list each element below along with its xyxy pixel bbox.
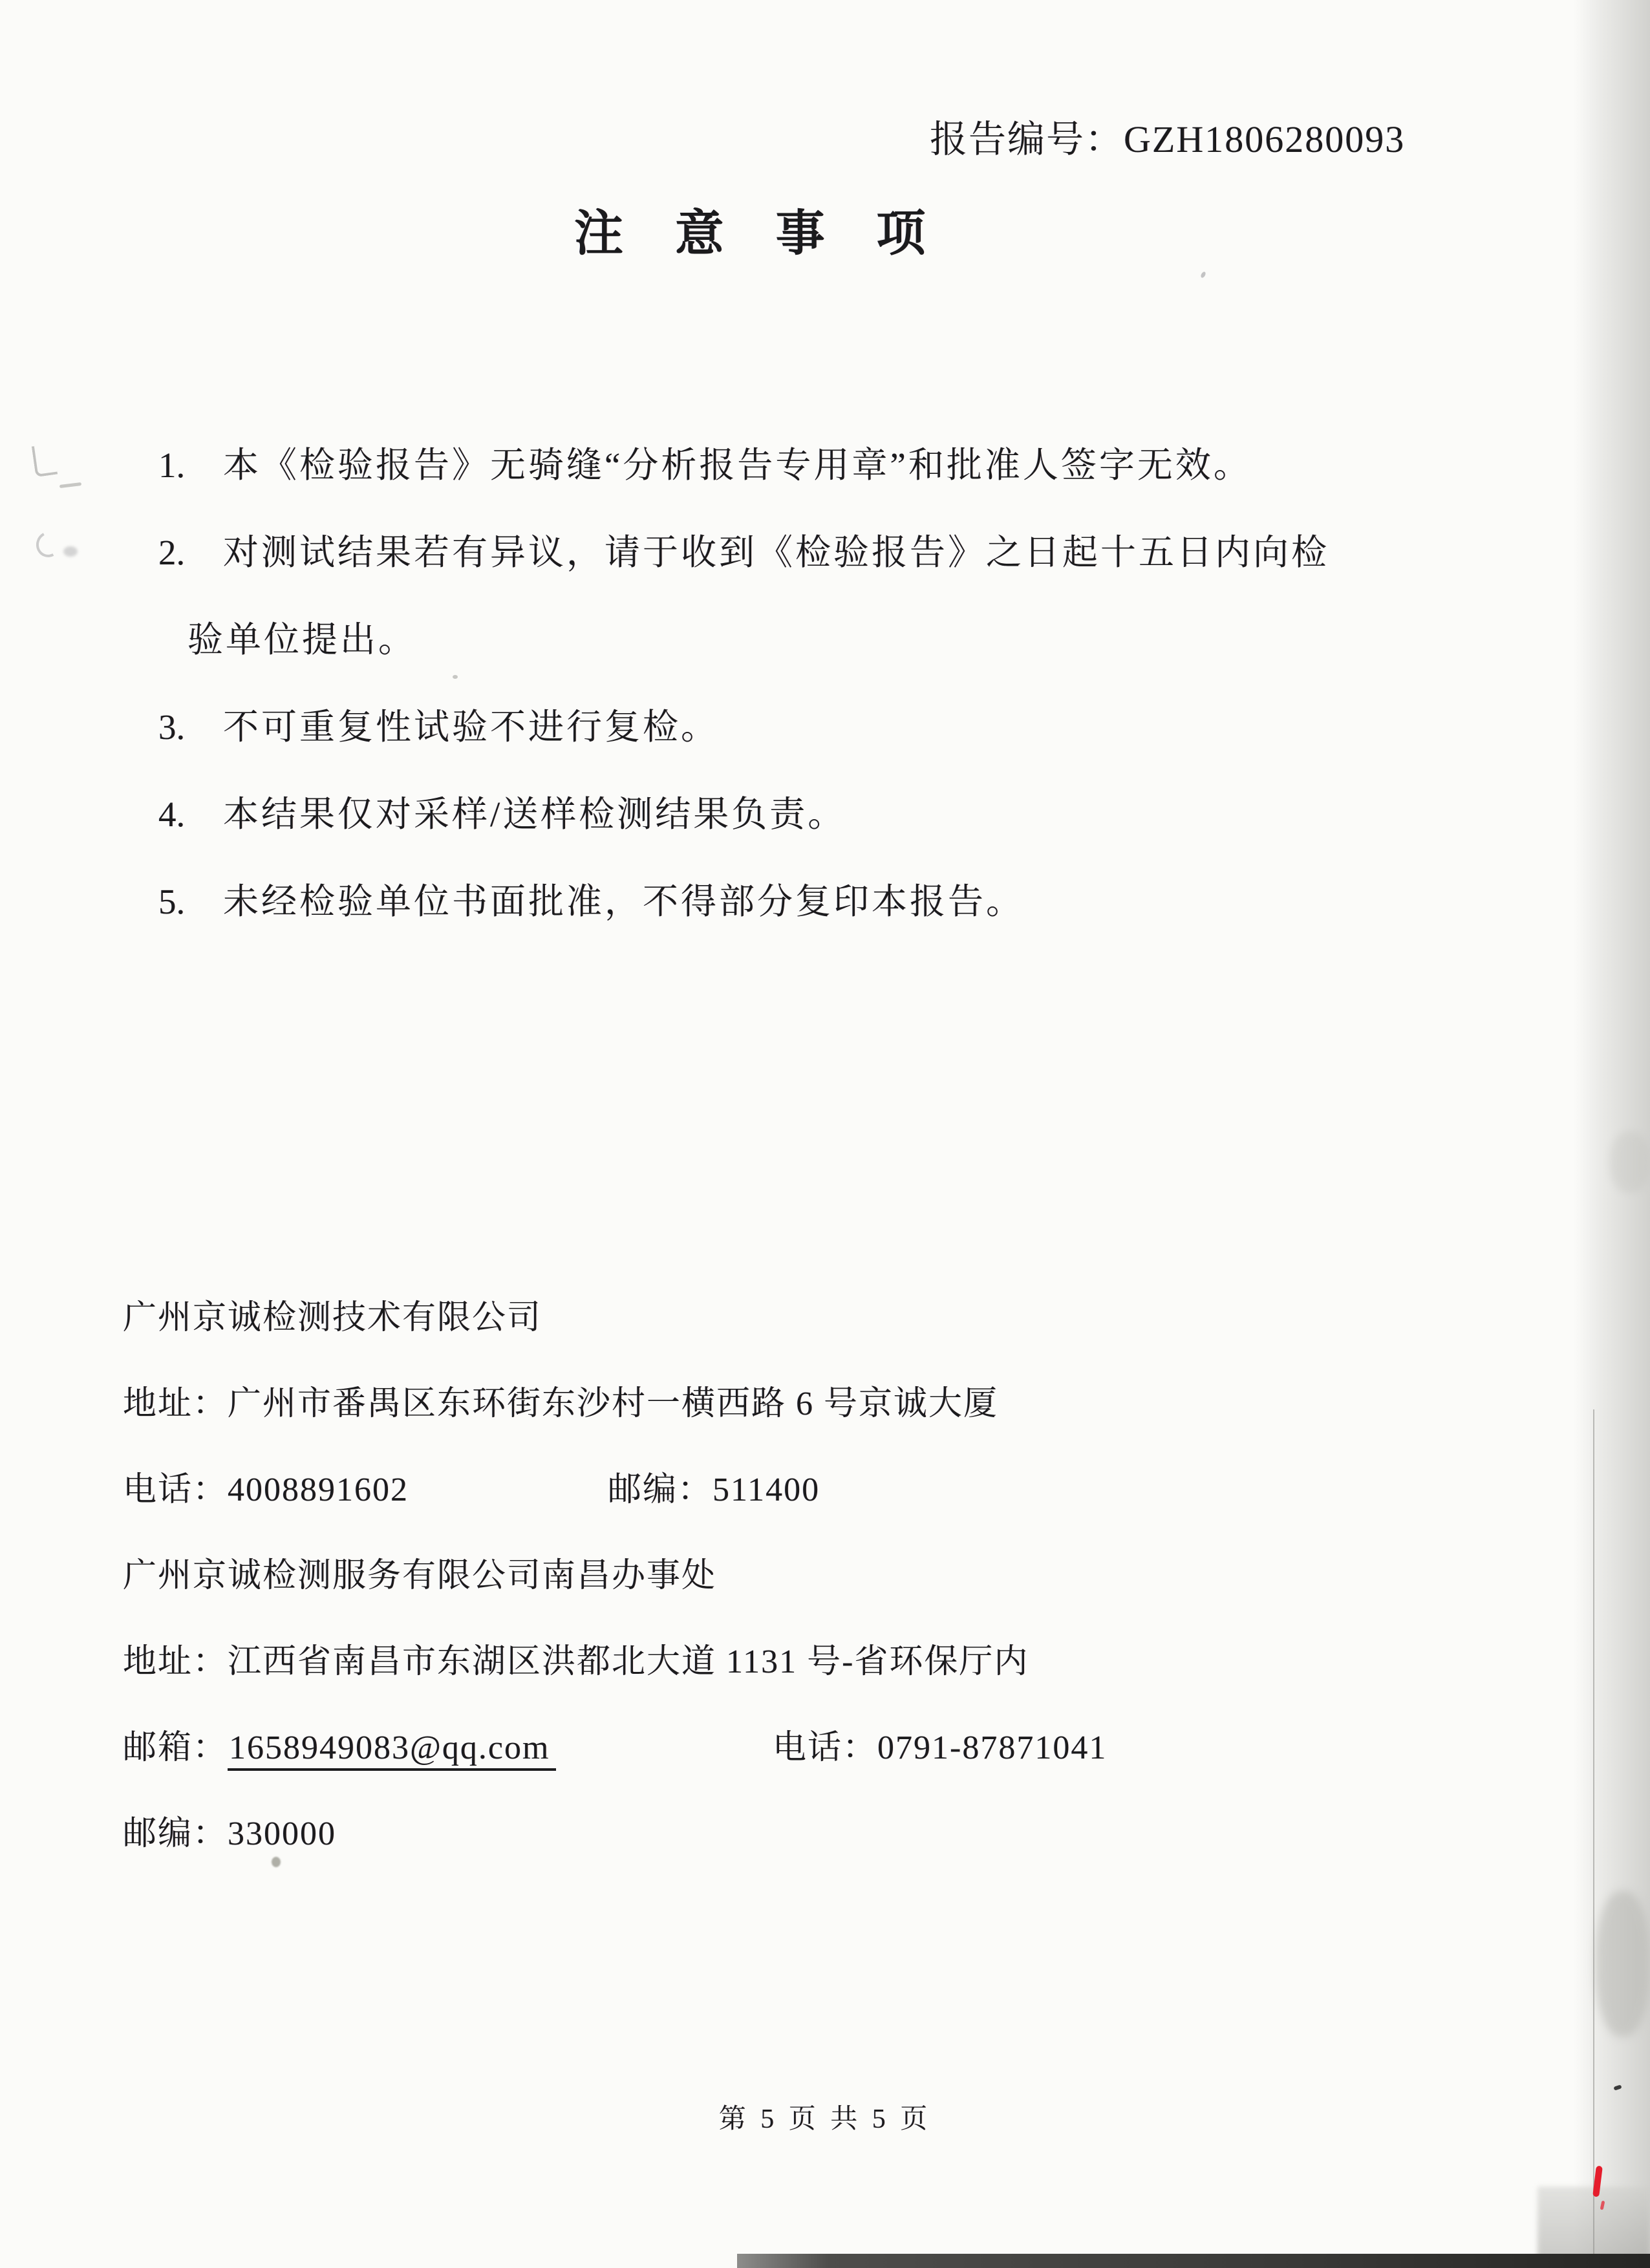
company1-contact-row: [123, 1447, 1416, 1533]
pencil-mark: [63, 546, 78, 557]
company2-name: 广州京诚检测服务有限公司南昌办事处: [123, 1557, 717, 1594]
note-number: 4.: [158, 795, 186, 834]
note-number: 5.: [158, 882, 186, 921]
scan-page-edge-line: [1593, 1409, 1594, 2268]
company2-address: 地址：江西省南昌市东湖区洪都北大道 1131 号-省环保厅内: [123, 1643, 1029, 1680]
list-item: [158, 683, 1426, 771]
pencil-mark: [59, 482, 81, 488]
list-item: [158, 509, 1426, 683]
company1-name: 广州京诚检测技术有限公司: [123, 1300, 542, 1336]
page-title: 注意事项: [574, 207, 978, 261]
note-text: 对测试结果若有异议，请于收到《检验报告》之日起十五日内向检: [223, 533, 1330, 572]
list-item: [158, 422, 1426, 509]
company2-phone: 电话：0791-87871041: [773, 1729, 1108, 1766]
note-number: 3.: [158, 707, 186, 747]
company1-address: 地址：广州市番禺区东环街东沙村一横西路 6 号京诚大厦: [123, 1385, 999, 1422]
pencil-mark: [33, 528, 65, 561]
note-number: 2.: [158, 533, 186, 572]
company2-email-label: 邮箱：: [123, 1729, 228, 1766]
paper-stain: [453, 675, 458, 679]
list-item: [158, 858, 1426, 945]
notes-list: [158, 422, 1426, 945]
scan-smudge: [1596, 1891, 1650, 2037]
report-number: 报告编号：GZH1806280093: [930, 118, 1406, 160]
pencil-mark: [32, 444, 58, 477]
paper-stain: [1200, 271, 1206, 279]
paper-stain: [272, 1857, 281, 1867]
company2-zip: 邮编：330000: [123, 1815, 337, 1852]
note-text: 本《检验报告》无骑缝“分析报告专用章”和批准人签字无效。: [223, 445, 1252, 485]
company-info-block: [123, 1275, 1416, 1877]
page-number-footer: 第 5 页 共 5 页: [718, 2104, 932, 2134]
scan-smudge: [1610, 1131, 1650, 1193]
note-number: 1.: [158, 445, 186, 485]
note-text: 不可重复性试验不进行复检。: [223, 707, 720, 747]
scan-bottom-band: [737, 2254, 1650, 2268]
list-item: [158, 771, 1426, 858]
company2-email: 1658949083@qq.com: [228, 1729, 556, 1771]
note-text: 验单位提出。: [188, 620, 417, 659]
company1-phone: 电话：4008891602: [123, 1471, 409, 1508]
note-text: 未经检验单位书面批准，不得部分复印本报告。: [223, 882, 1025, 921]
company2-contact-row: [123, 1705, 1416, 1791]
note-text: 本结果仅对采样/送样检测结果负责。: [223, 795, 846, 834]
company1-zip: 邮编：511400: [608, 1471, 820, 1508]
